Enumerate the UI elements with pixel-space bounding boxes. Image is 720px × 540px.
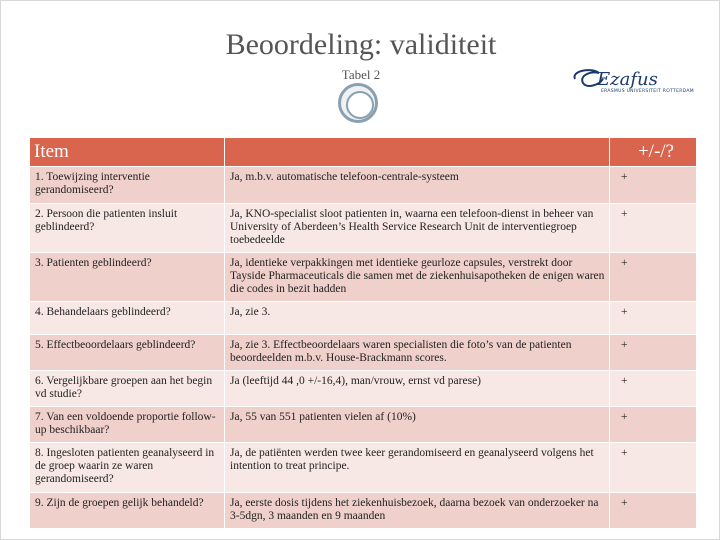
table-header-row bbox=[30, 138, 697, 167]
validity-table bbox=[29, 137, 697, 529]
header-detail bbox=[225, 138, 610, 167]
row-score: + bbox=[610, 335, 697, 371]
row-score: + bbox=[610, 493, 697, 529]
row-detail: Ja, zie 3. bbox=[225, 302, 610, 335]
row-score: + bbox=[610, 253, 697, 302]
page-subtitle: Tabel 2 bbox=[341, 67, 381, 82]
header-score: +/-/? bbox=[610, 138, 697, 167]
row-item: 5. Effectbeoordelaars geblindeerd? bbox=[30, 335, 225, 371]
row-item: 7. Van een voldoende proportie follow-up beschikbaar? bbox=[30, 407, 225, 443]
table-row bbox=[30, 493, 697, 529]
table-row bbox=[30, 443, 697, 493]
row-detail: Ja, identieke verpakkingen met identieke geurloze capsules, verstrekt door Tayside Pharmaceuticals die samen met de ziekenhuisapotheken de enigen waren die codes in bezit hadden bbox=[225, 253, 610, 302]
row-score: + bbox=[610, 371, 697, 407]
row-score: + bbox=[610, 443, 697, 493]
row-item: 8. Ingesloten patienten geanalyseerd in de groep waarin ze waren gerandomiseerd? bbox=[30, 443, 225, 493]
row-score: + bbox=[610, 167, 697, 204]
logo-script-text: Ezafus bbox=[597, 69, 658, 90]
table-row bbox=[30, 167, 697, 204]
table-row bbox=[30, 253, 697, 302]
row-item: 6. Vergelijkbare groepen aan het begin vd studie? bbox=[30, 371, 225, 407]
row-detail: Ja, de patiënten werden twee keer gerandomiseerd en geanalyseerd volgens het intention to treat principe. bbox=[225, 443, 610, 493]
table-row bbox=[30, 302, 697, 335]
row-item: 3. Patienten geblindeerd? bbox=[30, 253, 225, 302]
row-item: 2. Persoon die patienten insluit geblindeerd? bbox=[30, 204, 225, 253]
row-item: 4. Behandelaars geblindeerd? bbox=[30, 302, 225, 335]
table-row bbox=[30, 335, 697, 371]
row-detail: Ja, eerste dosis tijdens het ziekenhuisbezoek, daarna bezoek van onderzoeker na 3-5dgn, 3 maanden en 9 maanden bbox=[225, 493, 610, 529]
header-item: Item bbox=[30, 138, 225, 167]
table-row bbox=[30, 204, 697, 253]
row-detail: Ja, m.b.v. automatische telefoon-centrale-systeem bbox=[225, 167, 610, 204]
row-detail: Ja, KNO-specialist sloot patienten in, waarna een telefoon-dienst in beheer van University of Aberdeen’s Health Service Research Unit de interventiegroep toebedeelde bbox=[225, 204, 610, 253]
row-item: 9. Zijn de groepen gelijk behandeld? bbox=[30, 493, 225, 529]
row-item: 1. Toewijzing interventie gerandomiseerd? bbox=[30, 167, 225, 204]
row-detail: Ja (leeftijd 44 ,0 +/-16,4), man/vrouw, ernst vd parese) bbox=[225, 371, 610, 407]
ornament-ring-icon bbox=[338, 83, 378, 123]
row-score: + bbox=[610, 204, 697, 253]
row-score: + bbox=[610, 407, 697, 443]
row-score: + bbox=[610, 302, 697, 335]
erasmus-logo bbox=[569, 63, 709, 103]
logo-tagline: ERASMUS UNIVERSITEIT ROTTERDAM bbox=[601, 89, 694, 94]
table-row bbox=[30, 371, 697, 407]
row-detail: Ja, 55 van 551 patienten vielen af (10%) bbox=[225, 407, 610, 443]
row-detail: Ja, zie 3. Effectbeoordelaars waren specialisten die foto’s van de patienten beoordeelden m.b.v. House-Brackmann scores. bbox=[225, 335, 610, 371]
page-title: Beoordeling: validiteit bbox=[225, 28, 497, 61]
table-row bbox=[30, 407, 697, 443]
